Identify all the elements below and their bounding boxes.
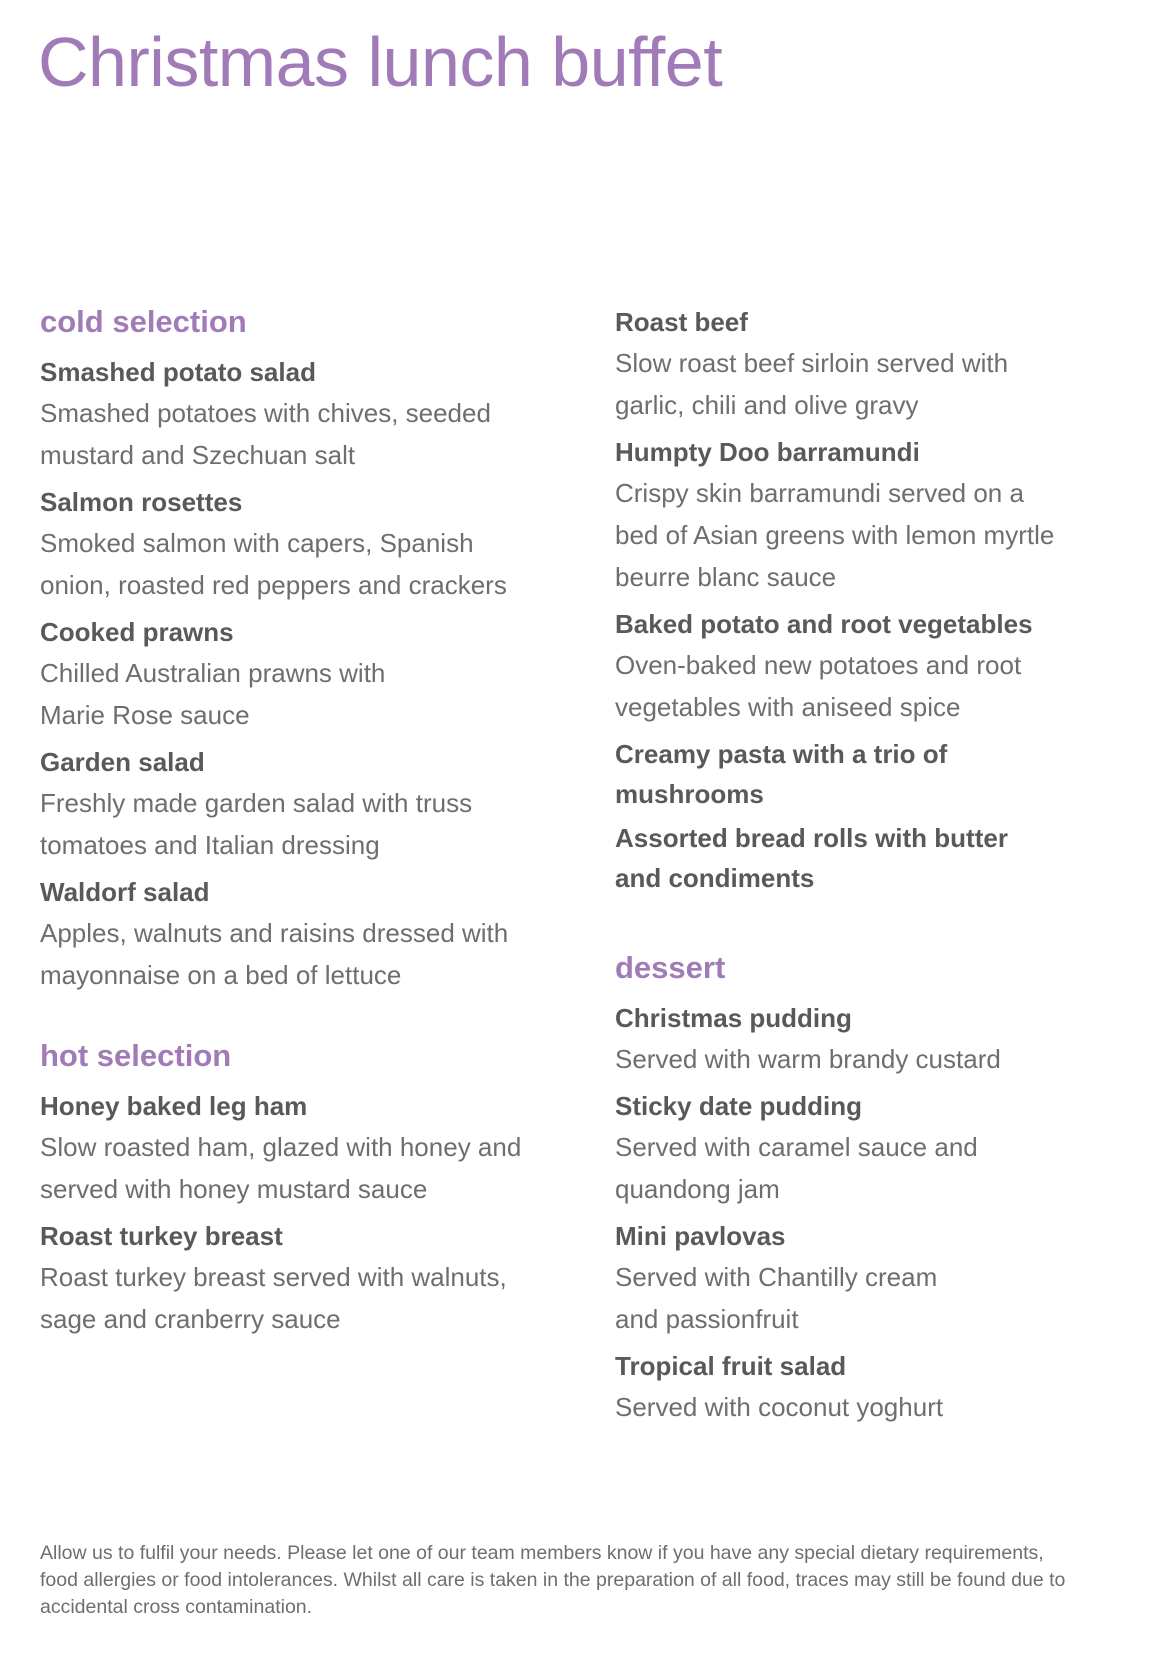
menu-item-description: Slow roasted ham, glazed with honey and served with honey mustard sauce xyxy=(40,1132,522,1204)
menu-item-name: Sticky date pudding xyxy=(615,1091,863,1121)
menu-item-description: Slow roast beef sirloin served with garlic, chili and olive gravy xyxy=(615,348,1009,420)
menu-item-name: Garden salad xyxy=(40,747,205,777)
menu-item-name: Smashed potato salad xyxy=(40,357,316,387)
menu-item xyxy=(615,998,1135,1080)
menu-item xyxy=(40,612,570,736)
cold-selection-section xyxy=(40,302,570,996)
menu-item-description: Crispy skin barramundi served on a bed of Asian greens with lemon myrtle beurre blanc sauce xyxy=(615,478,1055,592)
menu-item-name: Tropical fruit salad xyxy=(615,1351,847,1381)
section-heading-dessert: dessert xyxy=(615,950,726,985)
menu-item-description: Smoked salmon with capers, Spanish onion, roasted red peppers and crackers xyxy=(40,528,507,600)
menu-item xyxy=(615,818,1135,898)
menu-item xyxy=(615,1216,1135,1340)
right-column xyxy=(615,302,1135,1468)
menu-item xyxy=(40,482,570,606)
page-title: Christmas lunch buffet xyxy=(38,23,723,101)
menu-item-description: Smashed potatoes with chives, seeded mustard and Szechuan salt xyxy=(40,398,491,470)
menu-item-description: Served with warm brandy custard xyxy=(615,1044,1001,1074)
dietary-disclaimer: Allow us to fulfil your needs. Please let one of our team members know if you have any special dietary requirements, food allergies or food intolerances. Whilst all care is taken in the preparation of all food, traces may still be found due to accidental cross contamination. xyxy=(40,1542,1066,1618)
menu-item-name: Cooked prawns xyxy=(40,617,234,647)
dessert-section xyxy=(615,948,1135,1428)
menu-item xyxy=(40,742,570,866)
menu-item-name: Roast turkey breast xyxy=(40,1221,283,1251)
hot-selection-section xyxy=(40,1036,570,1340)
hot-selection-continued xyxy=(615,302,1135,898)
menu-item-name: Salmon rosettes xyxy=(40,487,243,517)
menu-item xyxy=(615,1346,1135,1428)
menu-item-description: Served with caramel sauce and quandong jam xyxy=(615,1132,978,1204)
menu-item xyxy=(615,432,1135,598)
section-heading-cold: cold selection xyxy=(40,304,247,339)
menu-item-name: Roast beef xyxy=(615,307,748,337)
menu-item xyxy=(615,302,1135,426)
menu-item-description: Roast turkey breast served with walnuts, sage and cranberry sauce xyxy=(40,1262,507,1334)
menu-item xyxy=(615,604,1135,728)
menu-item-name: Mini pavlovas xyxy=(615,1221,786,1251)
menu-item xyxy=(615,1086,1135,1210)
menu-item-name: Baked potato and root vegetables xyxy=(615,609,1033,639)
menu-item xyxy=(40,1216,570,1340)
menu-item-description: Apples, walnuts and raisins dressed with mayonnaise on a bed of lettuce xyxy=(40,918,509,990)
menu-item xyxy=(615,734,1135,814)
menu-item-description: Freshly made garden salad with truss tomatoes and Italian dressing xyxy=(40,788,473,860)
menu-item-description: Chilled Australian prawns with Marie Rose sauce xyxy=(40,658,386,730)
menu-item xyxy=(40,872,570,996)
menu-item-description: Served with Chantilly cream and passionfruit xyxy=(615,1262,938,1334)
menu-item-description: Served with coconut yoghurt xyxy=(615,1392,944,1422)
menu-item-name: Waldorf salad xyxy=(40,877,210,907)
menu-item-name: Honey baked leg ham xyxy=(40,1091,308,1121)
menu-item-name: Assorted bread rolls with butter and condiments xyxy=(615,823,1008,893)
section-heading-hot: hot selection xyxy=(40,1038,232,1073)
menu-item-description: Oven-baked new potatoes and root vegetables with aniseed spice xyxy=(615,650,1022,722)
menu-item xyxy=(40,1086,570,1210)
menu-item-name: Creamy pasta with a trio of mushrooms xyxy=(615,739,948,809)
left-column xyxy=(40,302,570,1380)
menu-item xyxy=(40,352,570,476)
menu-item-name: Christmas pudding xyxy=(615,1003,852,1033)
menu-item-name: Humpty Doo barramundi xyxy=(615,437,920,467)
